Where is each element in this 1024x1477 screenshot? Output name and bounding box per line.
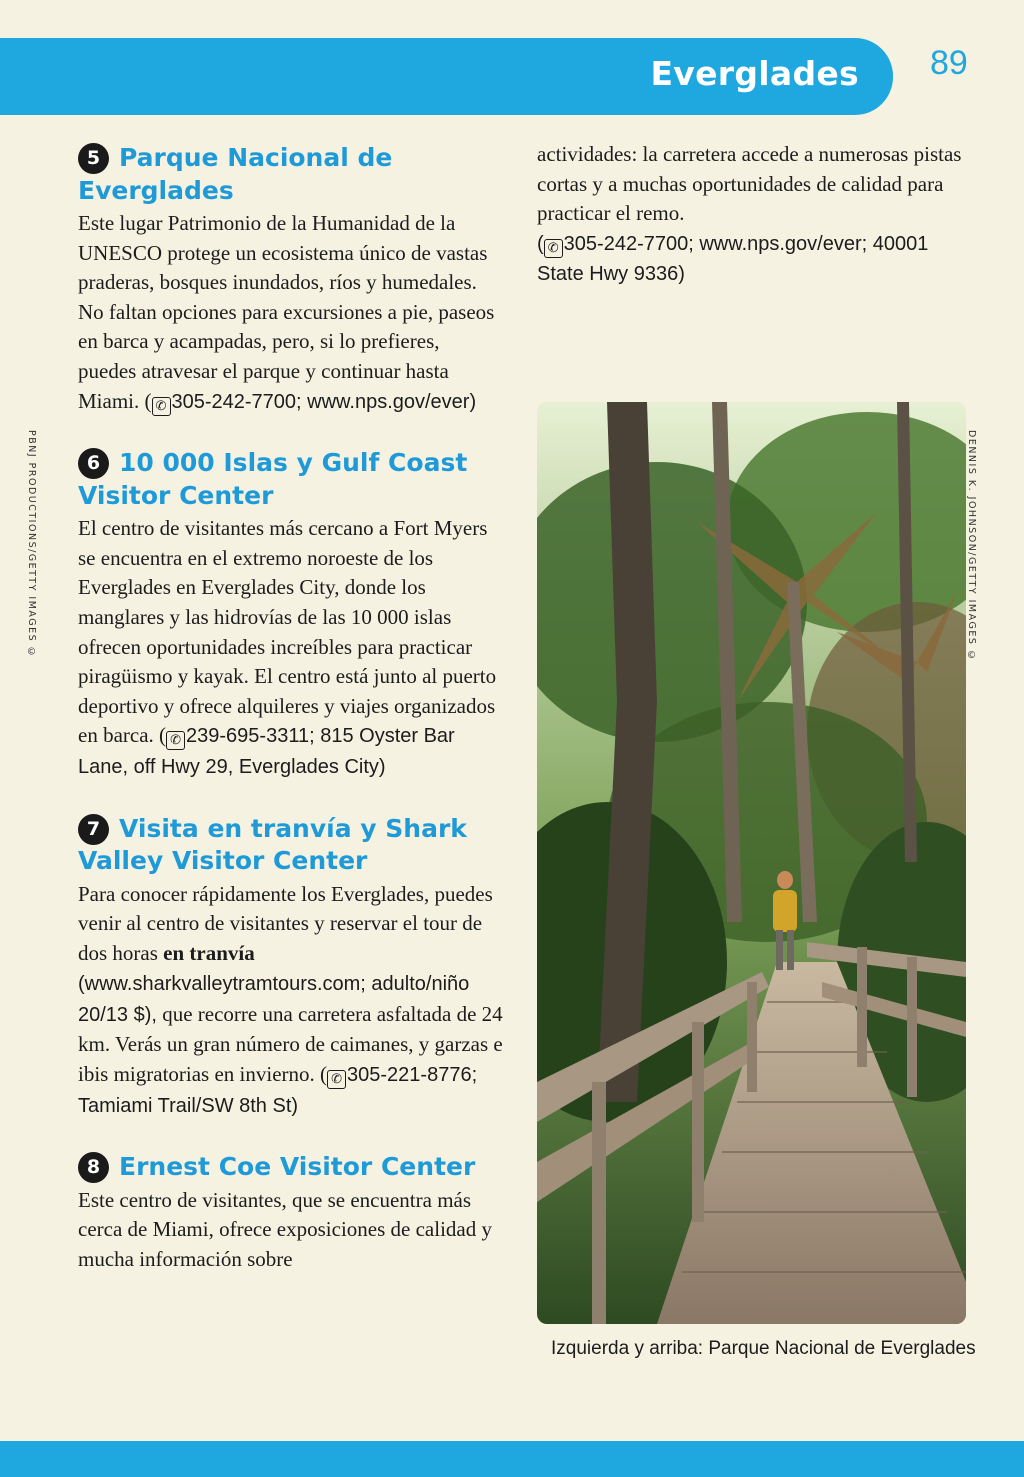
entry-7 (78, 813, 503, 1122)
entry-body (78, 514, 503, 782)
entry-contact-info: 305-242-7700; www.nps.gov/ever) (171, 390, 477, 413)
entry-body-text: El centro de visitantes más cercano a Fort Myers se encuentra en el extremo noroeste de los Everglades en Everglades City, donde los manglares y las hidrovías de las 10 000 islas ofrecen oportunidades increíbles para practicar piragüismo y kayak. El centro está junto al puerto deportivo y ofrece alquileres y viajes organizados en barca. ( (78, 516, 497, 748)
entry-title (78, 813, 503, 878)
entry-title-text: Ernest Coe Visitor Center (119, 1152, 476, 1182)
entry-title-text: 10 000 Islas y Gulf Coast Visitor Center (78, 448, 468, 510)
entry-number-badge: 7 (78, 814, 109, 845)
phone-icon: ✆ (152, 397, 171, 416)
phone-icon: ✆ (166, 731, 185, 750)
entry-website-info: (www.sharkvalleytramtours.com; adulto/niño 20/13 $), (78, 973, 470, 1026)
entry-8 (78, 1151, 503, 1274)
entry-contact-info: 305-221-8776; Tamiami Trail/SW 8th St) (78, 1064, 478, 1117)
entry-title-text: Parque Nacional de Everglades (78, 143, 393, 205)
photo-caption: Izquierda y arriba: Parque Nacional de Everglades (551, 1338, 976, 1359)
photo-credit-left: PBNJ PRODUCTIONS/GETTY IMAGES © (26, 430, 37, 660)
entry-title (78, 142, 503, 207)
entry-body-text: Este lugar Patrimonio de la Humanidad de la UNESCO protege un ecosistema único de vastas praderas, bosques inundados, ríos y humedales. No faltan opciones para excursiones a pie, paseos en barca y acampadas, pero, si lo prefieres, puedes atravesar el parque y continuar hasta Miami. ( (78, 211, 495, 413)
entry-contact-info: 305-242-7700; www.nps.gov/ever; 40001 State Hwy 9336) (537, 232, 929, 286)
entry-body-text: actividades: la carretera accede a numerosas pistas cortas y a muchas oportunidades de calidad para practicar el remo. (537, 142, 962, 226)
entry-body (78, 880, 503, 1122)
entry-body-text-continued: que recorre una carretera asfaltada de 24 km. Verás un gran número de caimanes, y garzas e ibis migratorias en invierno. ( (78, 1001, 503, 1087)
footer-bar (0, 1441, 1024, 1477)
entry-contact-info: 239-695-3311; 815 Oyster Bar Lane, off Hwy 29, Everglades City) (78, 725, 455, 778)
boardwalk-photo-illustration (537, 402, 966, 1324)
chapter-title: Everglades (650, 54, 859, 93)
phone-icon: ✆ (327, 1070, 346, 1089)
entry-5 (78, 142, 503, 417)
entry-number-badge: 5 (78, 143, 109, 174)
phone-icon: ✆ (544, 239, 563, 258)
chapter-header-bar (0, 38, 893, 115)
right-column (537, 140, 977, 290)
entry-number-badge: 6 (78, 448, 109, 479)
entry-title-text: Visita en tranvía y Shark Valley Visitor Center (78, 813, 467, 875)
left-column (78, 142, 503, 1305)
entry-body: Este centro de visitantes, que se encuentra más cerca de Miami, ofrece exposiciones de calidad y mucha información sobre (78, 1187, 492, 1271)
page-number: 89 (930, 44, 968, 82)
boardwalk-photo (537, 402, 966, 1324)
entry-body-text: Para conocer rápidamente los Everglades, puedes venir al centro de visitantes y reservar el tour de dos horas (78, 881, 493, 965)
entry-highlight: en tranvía (163, 940, 255, 965)
info-open-paren: ( (537, 232, 544, 255)
photo-credit-right: DENNIS K. JOHNSON/GETTY IMAGES © (966, 430, 977, 663)
entry-6 (78, 447, 503, 782)
entry-8-continuation (537, 140, 977, 290)
entry-body (78, 209, 503, 417)
entry-number-badge: 8 (78, 1152, 109, 1183)
entry-title (78, 447, 503, 512)
entry-title (78, 1151, 503, 1184)
